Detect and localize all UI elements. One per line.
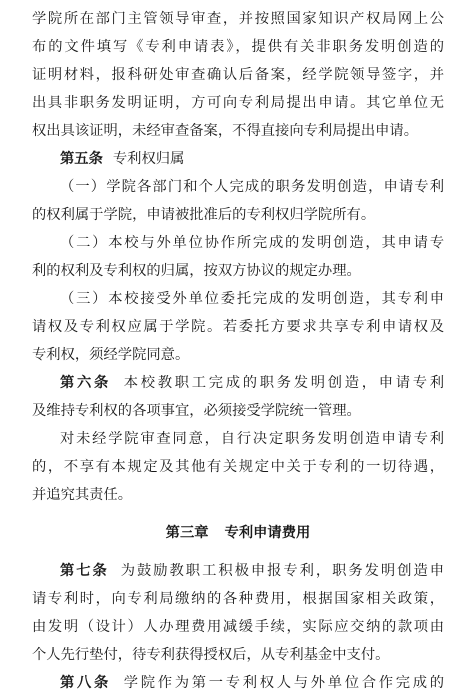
text-line: 学院所在部门主管领导审查，并按照国家知识产权局网上公 (32, 11, 444, 27)
chapter-heading (32, 520, 444, 546)
article-label: 第六条 (60, 375, 111, 391)
article-text: 为鼓励教职工积极申报专利，职务发明创造申 (118, 563, 445, 579)
text-line: 个人先行垫付，待专利获得授权后，从专利基金中支付。 (32, 647, 390, 663)
text-line: 布的文件填写《专利申请表》，提供有关非职务发明创造的 (32, 39, 444, 55)
text-line: 并追究其责任。 (32, 487, 133, 503)
chapter-number: 第三章 (165, 525, 209, 541)
article-title: 专利权归属 (112, 151, 185, 167)
text-line: 证明材料，报科研处审查确认后备案，经学院领导签字，并 (32, 67, 444, 83)
text-line: 对未经学院审查同意，自行决定职务发明创造申请专利 (60, 431, 444, 447)
text-line: （二）本校与外单位协作所完成的发明创造，其申请专 (60, 235, 444, 251)
article-7-line (60, 558, 444, 584)
article-6-line (60, 370, 444, 396)
text-line: 专利权，须经学院同意。 (32, 347, 190, 363)
article-5-heading (32, 146, 444, 172)
text-line: 出具非职务发明证明，方可向专利局提出申请。其它单位无 (32, 95, 444, 111)
article-8-line (60, 670, 444, 691)
text-line: 请权及专利权应属于学院。若委托方要求共享专利申请权及 (32, 319, 444, 335)
text-line: （三）本校接受外单位委托完成的发明创造，其专利申 (60, 291, 444, 307)
text-line: 利的权利及专利权的归属，按双方协议的规定办理。 (32, 263, 361, 279)
text-line: 及维持专利权的各项事宜，必须接受学院统一管理。 (32, 403, 361, 419)
article-label: 第五条 (60, 151, 103, 167)
article-label: 第八条 (60, 675, 111, 691)
article-text: 学院作为第一专利权人与外单位合作完成的 (121, 675, 444, 691)
article-text: 本校教职工完成的职务发明创造，申请专利 (121, 375, 444, 391)
text-line: 权出具该证明，未经审查备案，不得直接向专利局提出申请。 (32, 123, 419, 139)
text-line: 的，不享有本规定及其他有关规定中关于专利的一切待遇， (32, 459, 444, 475)
text-line: 的权利属于学院，申请被批准后的专利权归学院所有。 (32, 207, 376, 223)
article-label: 第七条 (60, 563, 109, 579)
text-line: 请专利时，向专利局缴纳的各种费用，根据国家相关政策， (32, 591, 444, 607)
text-line: （一）学院各部门和个人完成的职务发明创造，申请专利 (60, 179, 444, 195)
text-line: 由发明（设计）人办理费用减缓手续，实际应交纳的款项由 (32, 619, 444, 635)
chapter-title: 专利申请费用 (224, 525, 311, 541)
